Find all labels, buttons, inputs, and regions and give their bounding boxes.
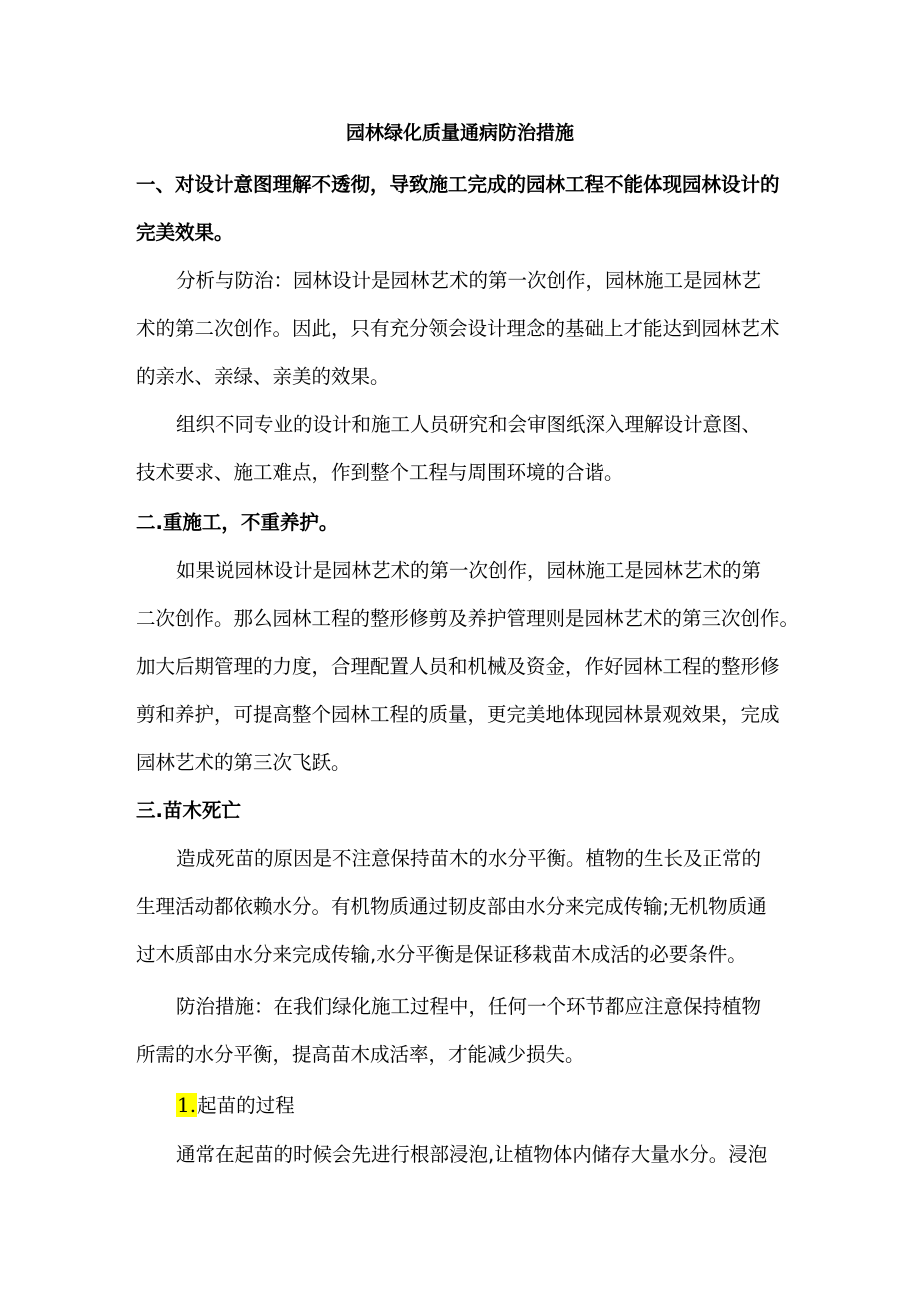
section1-paragraph1-line1: 分析与防治：园林设计是园林艺术的第一次创作，园林施工是园林艺 [176,269,762,292]
section3-paragraph1-line2: 生理活动都依赖水分。有机物质通过韧皮部由水分来完成传输;无机物质通 [136,895,767,918]
section1-heading-line2: 完美效果。 [136,221,234,244]
section1-paragraph2-line2: 技术要求、施工难点，作到整个工程与周围环境的合谐。 [136,461,624,484]
section3-paragraph1-line3: 过木质部由水分来完成传输,水分平衡是保证移栽苗木成活的必要条件。 [136,943,747,966]
section3-paragraph2-line1: 防治措施：在我们绿化施工过程中，任何一个环节都应注意保持植物 [176,995,762,1018]
subsection1-number: 1. [177,1093,197,1117]
section3-paragraph3-line1: 通常在起苗的时候会先进行根部浸泡,让植物体内储存大量水分。浸泡 [176,1143,768,1166]
section2-paragraph1-line4: 剪和养护，可提高整个园林工程的质量，更完美地体现园林景观效果，完成 [136,703,780,726]
section2-paragraph1-line2: 二次创作。那么园林工程的整形修剪及养护管理则是园林艺术的第三次创作。 [136,607,800,630]
section1-paragraph1-line2: 术的第二次创作。因此，只有充分领会设计理念的基础上才能达到园林艺术 [136,317,780,340]
subsection1-heading [176,1092,295,1119]
section1-paragraph2-line1: 组织不同专业的设计和施工人员研究和会审图纸深入理解设计意图、 [176,413,762,436]
section2-paragraph1-line1: 如果说园林设计是园林艺术的第一次创作，园林施工是园林艺术的第 [176,559,762,582]
section3-heading: 三.苗木死亡 [136,799,241,822]
section3-paragraph1-line1: 造成死苗的原因是不注意保持苗木的水分平衡。植物的生长及正常的 [176,847,762,870]
section2-paragraph1-line5: 园林艺术的第三次飞跃。 [136,751,351,774]
section3-paragraph2-line2: 所需的水分平衡，提高苗木成活率，才能减少损失。 [136,1043,585,1066]
section2-heading: 二.重施工，不重养护。 [136,511,339,534]
document-title: 园林绿化质量通病防治措施 [345,122,574,144]
section1-paragraph1-line3: 的亲水、亲绿、亲美的效果。 [136,365,390,388]
section1-heading-line1: 一、对设计意图理解不透彻，导致施工完成的园林工程不能体现园林设计的 [136,173,780,196]
section2-paragraph1-line3: 加大后期管理的力度，合理配置人员和机械及资金，作好园林工程的整形修 [136,655,780,678]
subsection1-title: 起苗的过程 [197,1094,295,1117]
